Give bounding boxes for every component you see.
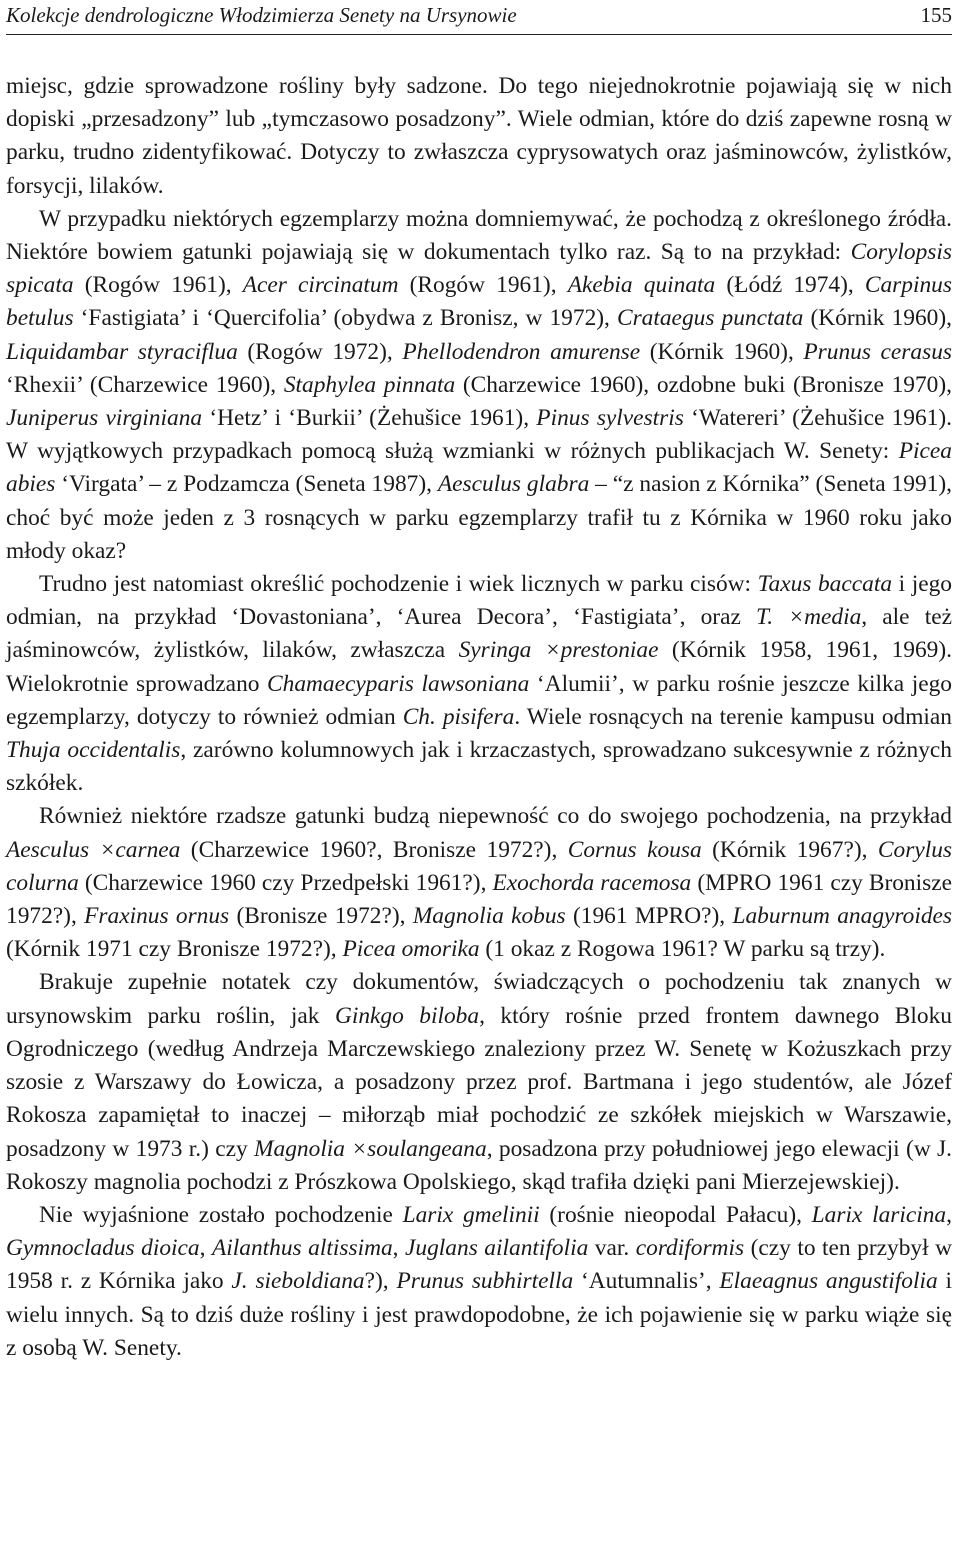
- text-run: (Kórnik 1967?),: [701, 836, 878, 863]
- text-run: ,: [199, 1235, 212, 1262]
- text-run: var.: [588, 1235, 636, 1262]
- text-run: (Rogów 1972),: [237, 338, 403, 365]
- italic-term: Ailanthus altissima: [211, 1235, 393, 1262]
- italic-term: Aesculus glabra: [437, 471, 590, 498]
- text-run: , zarówno kolumnowych jak i krzaczastych, sprowadzano sukcesywnie z różnych szkółek.: [6, 737, 952, 797]
- italic-term: Elaeagnus angustifolia: [719, 1268, 938, 1295]
- text-run: (Kórnik 1971 czy Bronisze 1972?),: [6, 936, 343, 963]
- italic-term: Acer circinatum: [242, 272, 399, 299]
- text-run: , posadzona przy południowej jego elewacji (w J. Rokoszy magnolia pochodzi z Prószkowa Opolskiego, skąd trafiła dzięki pani Mierzejewskiej).: [6, 1135, 953, 1195]
- text-run: (rośnie nieopodal Pałacu),: [539, 1201, 812, 1228]
- italic-term: Chamaecyparis lawsoniana: [267, 670, 530, 697]
- text-run: ?),: [364, 1268, 397, 1295]
- text-run: (Charzewice 1960), ozdobne buki (Bronisze 1970),: [455, 371, 953, 398]
- italic-term: Staphylea pinnata: [283, 371, 456, 398]
- text-run: ‘Rhexii’ (Charzewice 1960),: [6, 371, 284, 398]
- italic-term: Picea omorika: [342, 936, 480, 963]
- italic-term: Taxus baccata: [757, 571, 893, 598]
- text-run: (1961 MPRO?),: [565, 903, 733, 930]
- text-run: ‘Virgata’ – z Podzamcza (Seneta 1987),: [55, 471, 438, 498]
- italic-term: Cornus kousa: [567, 836, 702, 863]
- italic-term: Prunus subhirtella: [396, 1268, 574, 1295]
- italic-term: Liquidambar styraciflua: [6, 338, 238, 365]
- text-run: ,: [946, 1201, 952, 1228]
- text-run: ‘Fastigiata’ i ‘Quercifolia’ (obydwa z Bronisz, w 1972),: [73, 305, 617, 332]
- text-run: . Wiele rosnących na terenie kampusu odmian: [514, 703, 952, 730]
- italic-term: Larix gmelinii: [402, 1201, 540, 1228]
- italic-term: Crataegus punctata: [616, 305, 804, 332]
- italic-term: Aesculus ×carnea: [6, 836, 181, 863]
- italic-term: Exochorda racemosa: [492, 869, 692, 896]
- italic-term: Ch. pisifera: [402, 703, 515, 730]
- body-text: [6, 70, 952, 1365]
- text-run: (Kórnik 1960),: [640, 338, 804, 365]
- paragraph: [6, 966, 952, 1198]
- italic-term: Syringa ×prestoniae: [458, 637, 659, 664]
- text-run: Nie wyjaśnione zostało pochodzenie: [39, 1201, 403, 1228]
- italic-term: Carpinus betulus: [6, 272, 952, 332]
- paragraph: [6, 203, 952, 568]
- italic-term: Juglans ailantifolia: [405, 1235, 589, 1262]
- italic-term: Pinus sylvestris: [536, 405, 684, 432]
- italic-term: Ginkgo biloba: [334, 1002, 480, 1029]
- text-run: (Kórnik 1960),: [803, 305, 952, 332]
- paragraph: [6, 800, 952, 966]
- running-header: [6, 0, 952, 35]
- text-run: (Rogów 1961),: [73, 272, 243, 299]
- italic-term: Phellodendron amurense: [402, 338, 641, 365]
- italic-term: T. ×media: [756, 604, 862, 631]
- italic-term: Akebia quinata: [567, 272, 716, 299]
- text-run: (Łódź 1974),: [715, 272, 865, 299]
- paragraph: [6, 70, 952, 203]
- text-run: , który rośnie przed frontem dawnego Bloku Ogrodniczego (według Andrzeja Marczewskiego znaleziony przez W. Senetę w Kożuszkach przy szosie z Warszawy do Łowicza, a posadzony przez prof. Bartmana i jego studentów, ale Józef Rokosza zapamiętał to inaczej – miłorząb miał pochodzić ze szkółek miejskich w Warszawie, posadzony w 1973 r.) czy: [6, 1002, 952, 1162]
- text-run: Również niektóre rzadsze gatunki budzą niepewność co do swojego pochodzenia, na przykład: [39, 803, 952, 830]
- text-run: Trudno jest natomiast określić pochodzenie i wiek licznych w parku cisów:: [39, 571, 758, 598]
- text-run: ‘Alumii’, w parku rośnie jeszcze kilka jego egzemplarzy, dotyczy to również odmian: [6, 670, 952, 730]
- text-run: (Charzewice 1960 czy Przedpełski 1961?),: [78, 869, 493, 896]
- text-run: (Charzewice 1960?, Bronisze 1972?),: [180, 836, 568, 863]
- italic-term: Thuja occidentalis: [6, 737, 181, 764]
- italic-term: Laburnum anagyroides: [732, 903, 953, 930]
- text-run: (Rogów 1961),: [398, 272, 568, 299]
- text-run: (1 okaz z Rogowa 1961? W parku są trzy).: [479, 936, 886, 963]
- italic-term: Magnolia kobus: [412, 903, 566, 930]
- italic-term: Larix laricina: [811, 1201, 947, 1228]
- text-run: ‘Watereri’ (Żehušice 1961). W wyjątkowych przypadkach pomocą służą wzmianki w różnych publikacjach W. Senety:: [6, 405, 952, 465]
- text-run: ‘Autumnalis’,: [573, 1268, 720, 1295]
- text-run: (MPRO 1961 czy Bronisze 1972?),: [6, 869, 952, 930]
- text-run: miejsc, gdzie sprowadzone rośliny były sadzone. Do tego niejednokrotnie pojawiają się w nich dopiski „przesadzony” lub „tymczasowo posadzony”. Wiele odmian, które do dziś zapewne rosną w parku, trudno zidentyfikować. Dotyczy to zwłaszcza cyprysowatych oraz jaśminowców, żylistków, forsycji, lilaków.: [6, 73, 952, 199]
- text-run: (Kórnik 1958, 1961, 1969). Wielokrotnie sprowadzano: [6, 637, 952, 697]
- paragraph: [6, 568, 952, 800]
- text-run: W przypadku niektórych egzemplarzy można domniemywać, że pochodzą z określonego źródła. Niektóre bowiem gatunki pojawiają się w dokumentach tylko raz. Są to na przykład:: [6, 205, 952, 266]
- italic-term: Picea abies: [6, 438, 952, 498]
- text-run: (czy to ten przybył w 1958 r. z Kórnika jako: [6, 1235, 952, 1295]
- italic-term: Magnolia ×soulangeana: [254, 1135, 487, 1162]
- italic-term: J. sieboldiana: [231, 1268, 365, 1295]
- text-run: ‘Hetz’ i ‘Burkii’ (Żehušice 1961),: [202, 405, 537, 432]
- italic-term: Corylopsis spicata: [6, 239, 952, 299]
- italic-term: Prunus cerasus: [803, 338, 952, 365]
- italic-term: Fraxinus ornus: [84, 903, 230, 930]
- text-run: (Bronisze 1972?),: [229, 903, 413, 930]
- page-number: 155: [920, 3, 952, 27]
- italic-term: Juniperus virginiana: [6, 405, 203, 432]
- paragraph: [6, 1199, 952, 1365]
- text-run: , ale też jaśminowców, żylistków, lilaków, zwłaszcza: [6, 604, 952, 664]
- text-run: – “z nasion z Kórnika” (Seneta 1991), choć być może jeden z 3 rosnących w parku egzemplarzy trafił tu z Kórnika w 1960 roku jako młody okaz?: [6, 471, 952, 564]
- running-title: Kolekcje dendrologiczne Włodzimierza Senety na Ursynowie: [6, 3, 517, 27]
- text-run: i wielu innych. Są to dziś duże rośliny i jest prawdopodobne, że ich pojawienie się w parku wiąże się z osobą W. Senety.: [6, 1268, 953, 1361]
- text-run: ,: [392, 1235, 406, 1262]
- italic-term: Gymnocladus dioica: [6, 1235, 200, 1262]
- italic-term: Corylus colurna: [6, 836, 952, 896]
- italic-term: cordiformis: [635, 1235, 745, 1262]
- text-run: i jego odmian, na przykład ‘Dovastoniana’, ‘Aurea Decora’, ‘Fastigiata’, oraz: [6, 571, 952, 631]
- text-run: Brakuje zupełnie notatek czy dokumentów, świadczących o pochodzeniu tak znanych w ursynowskim parku roślin, jak: [6, 969, 952, 1029]
